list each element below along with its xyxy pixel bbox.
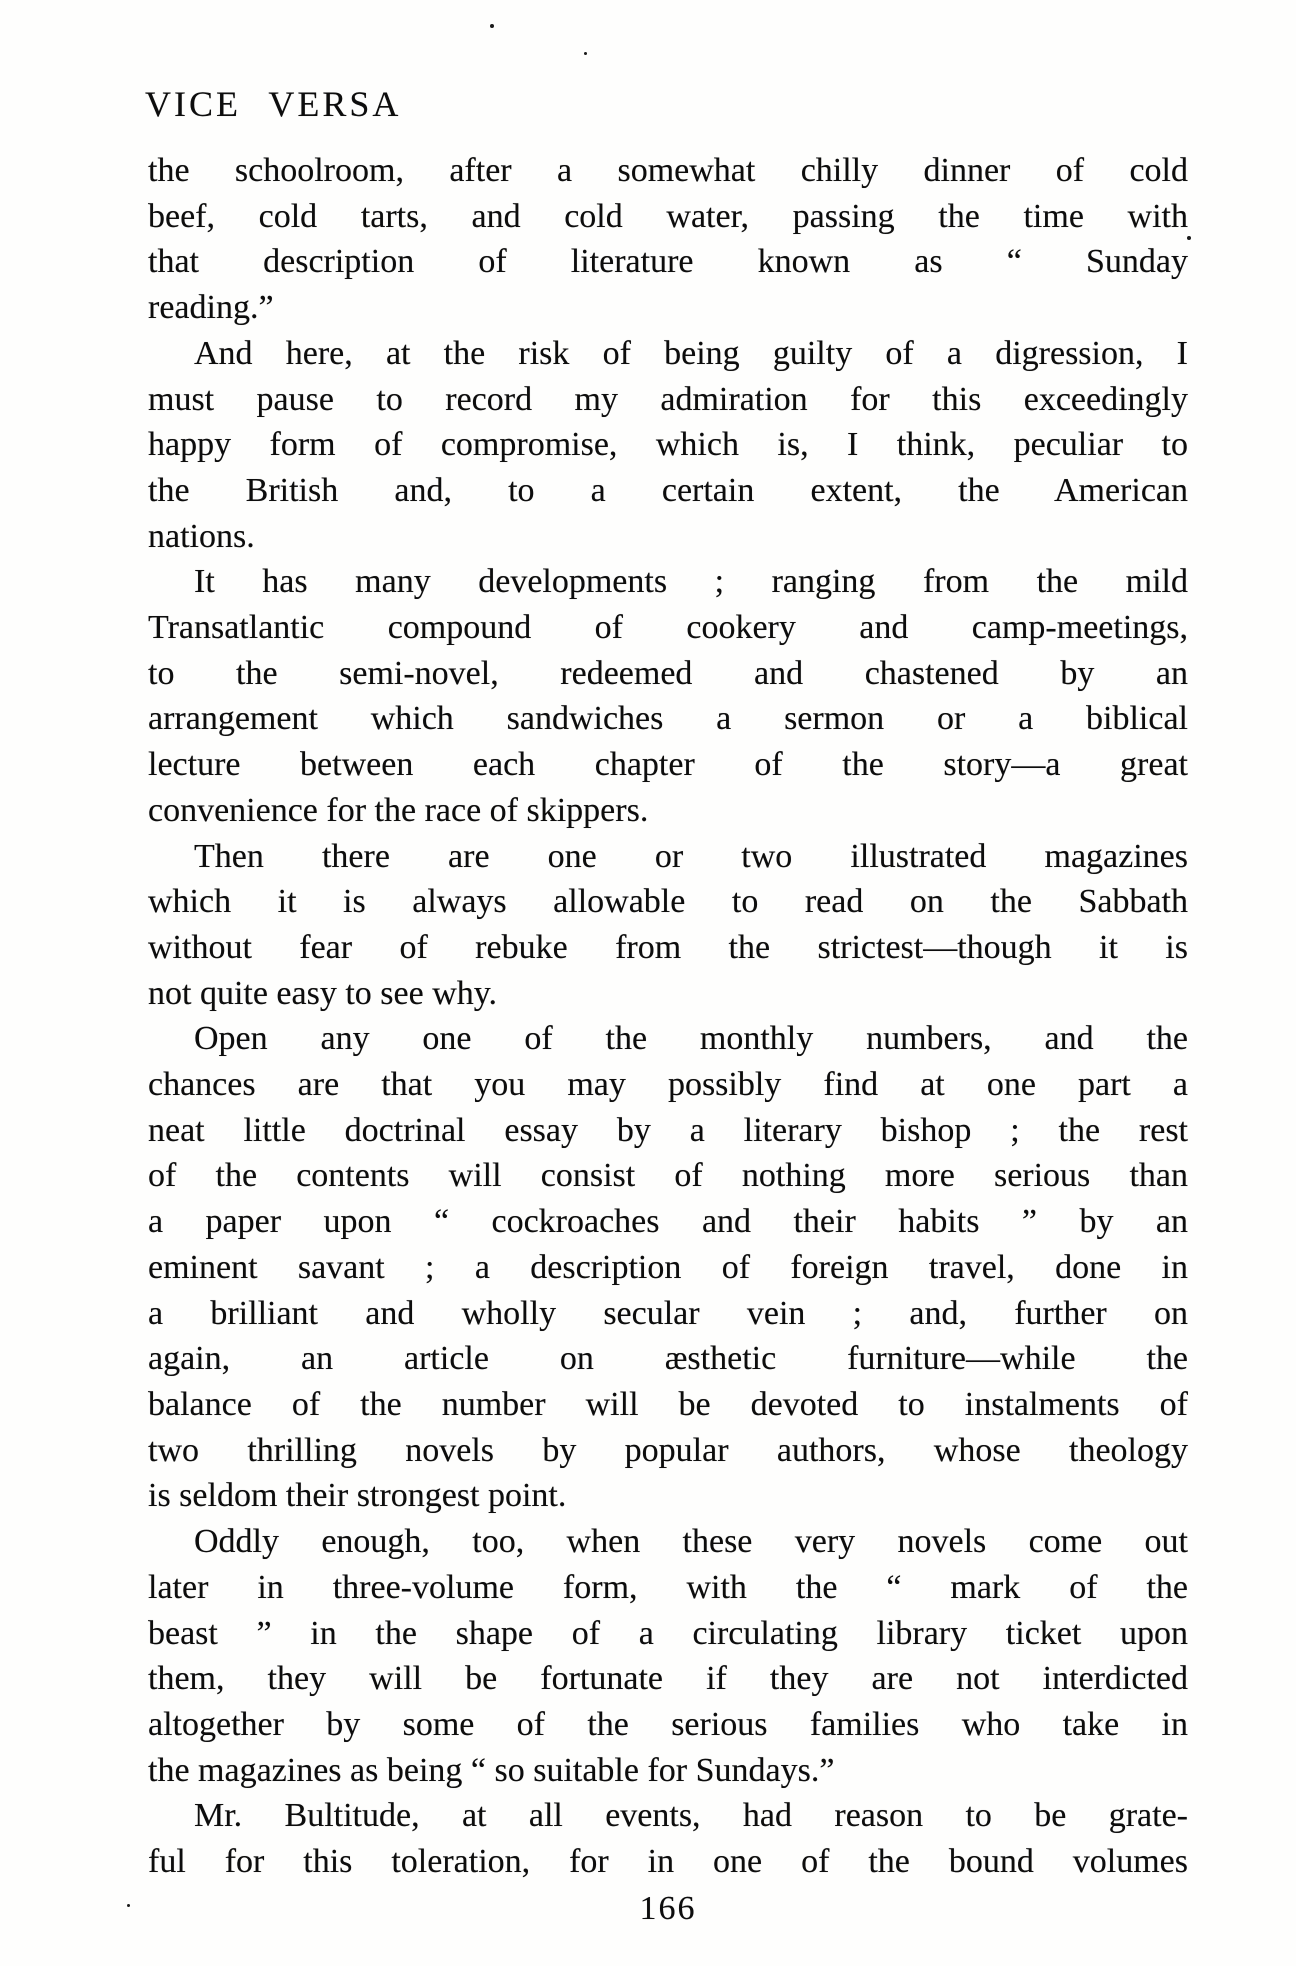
text-line: Open any one of the monthly numbers, and the bbox=[194, 1020, 1188, 1058]
text-line: two thrilling novels by popular authors, whose theology bbox=[148, 1431, 1188, 1469]
text-line: happy form of compromise, which is, I think, peculiar to bbox=[148, 426, 1188, 464]
text-line: to the semi-novel, redeemed and chastened by an bbox=[148, 654, 1188, 692]
text-line: Transatlantic compound of cookery and camp-meetings, bbox=[148, 609, 1188, 647]
text-line: ful for this toleration, for in one of the bound volumes bbox=[148, 1843, 1188, 1881]
text-line: without fear of rebuke from the strictest—though it is bbox=[148, 928, 1188, 966]
text-line: them, they will be fortunate if they are not interdicted bbox=[148, 1660, 1188, 1698]
scan-speck bbox=[584, 52, 587, 55]
text-line: of the contents will consist of nothing more serious than bbox=[148, 1157, 1188, 1195]
text-line: the magazines as being “ so suitable for Sundays.” bbox=[148, 1751, 835, 1789]
text-line: arrangement which sandwiches a sermon or a biblical bbox=[148, 700, 1188, 738]
text-line: And here, at the risk of being guilty of a digression, I bbox=[194, 334, 1188, 372]
text-line: altogether by some of the serious families who take in bbox=[148, 1705, 1188, 1743]
text-line: again, an article on æsthetic furniture—while the bbox=[148, 1340, 1188, 1378]
text-line: Then there are one or two illustrated magazines bbox=[194, 837, 1188, 875]
text-line: must pause to record my admiration for this exceedingly bbox=[148, 380, 1188, 418]
text-line: beef, cold tarts, and cold water, passing the time with bbox=[148, 197, 1188, 235]
scan-speck bbox=[127, 1904, 130, 1907]
text-line: later in three-volume form, with the “ mark of the bbox=[148, 1568, 1188, 1606]
text-line: not quite easy to see why. bbox=[148, 974, 498, 1012]
text-line: nations. bbox=[148, 517, 255, 555]
text-line: is seldom their strongest point. bbox=[148, 1477, 567, 1515]
page-body bbox=[148, 148, 1188, 1885]
text-line: neat little doctrinal essay by a literary bishop ; the rest bbox=[148, 1111, 1188, 1149]
text-line: Mr. Bultitude, at all events, had reason to be grate- bbox=[194, 1797, 1188, 1835]
text-line: which it is always allowable to read on the Sabbath bbox=[148, 883, 1188, 921]
text-line: a brilliant and wholly secular vein ; and, further on bbox=[148, 1294, 1188, 1332]
text-line: convenience for the race of skippers. bbox=[148, 791, 649, 829]
text-line: the schoolroom, after a somewhat chilly dinner of cold bbox=[148, 152, 1188, 189]
text-line: lecture between each chapter of the story—a great bbox=[148, 746, 1188, 784]
text-line: that description of literature known as “ Sunday bbox=[148, 243, 1188, 281]
scan-speck bbox=[490, 24, 494, 28]
text-line: reading.” bbox=[148, 289, 274, 327]
text-line: It has many developments ; ranging from the mild bbox=[194, 563, 1188, 601]
text-line: eminent savant ; a description of foreign travel, done in bbox=[148, 1248, 1188, 1286]
page-number: 166 bbox=[639, 1890, 697, 1927]
text-line: balance of the number will be devoted to instalments of bbox=[148, 1385, 1188, 1423]
text-line: beast ” in the shape of a circulating library ticket upon bbox=[148, 1614, 1188, 1652]
text-line: the British and, to a certain extent, the American bbox=[148, 471, 1188, 509]
text-line: chances are that you may possibly find at one part a bbox=[148, 1066, 1188, 1104]
running-header: VICE VERSA bbox=[145, 84, 402, 124]
scan-speck bbox=[1187, 236, 1191, 240]
text-line: Oddly enough, too, when these very novels come out bbox=[194, 1523, 1188, 1561]
text-line: a paper upon “ cockroaches and their habits ” by an bbox=[148, 1203, 1188, 1241]
